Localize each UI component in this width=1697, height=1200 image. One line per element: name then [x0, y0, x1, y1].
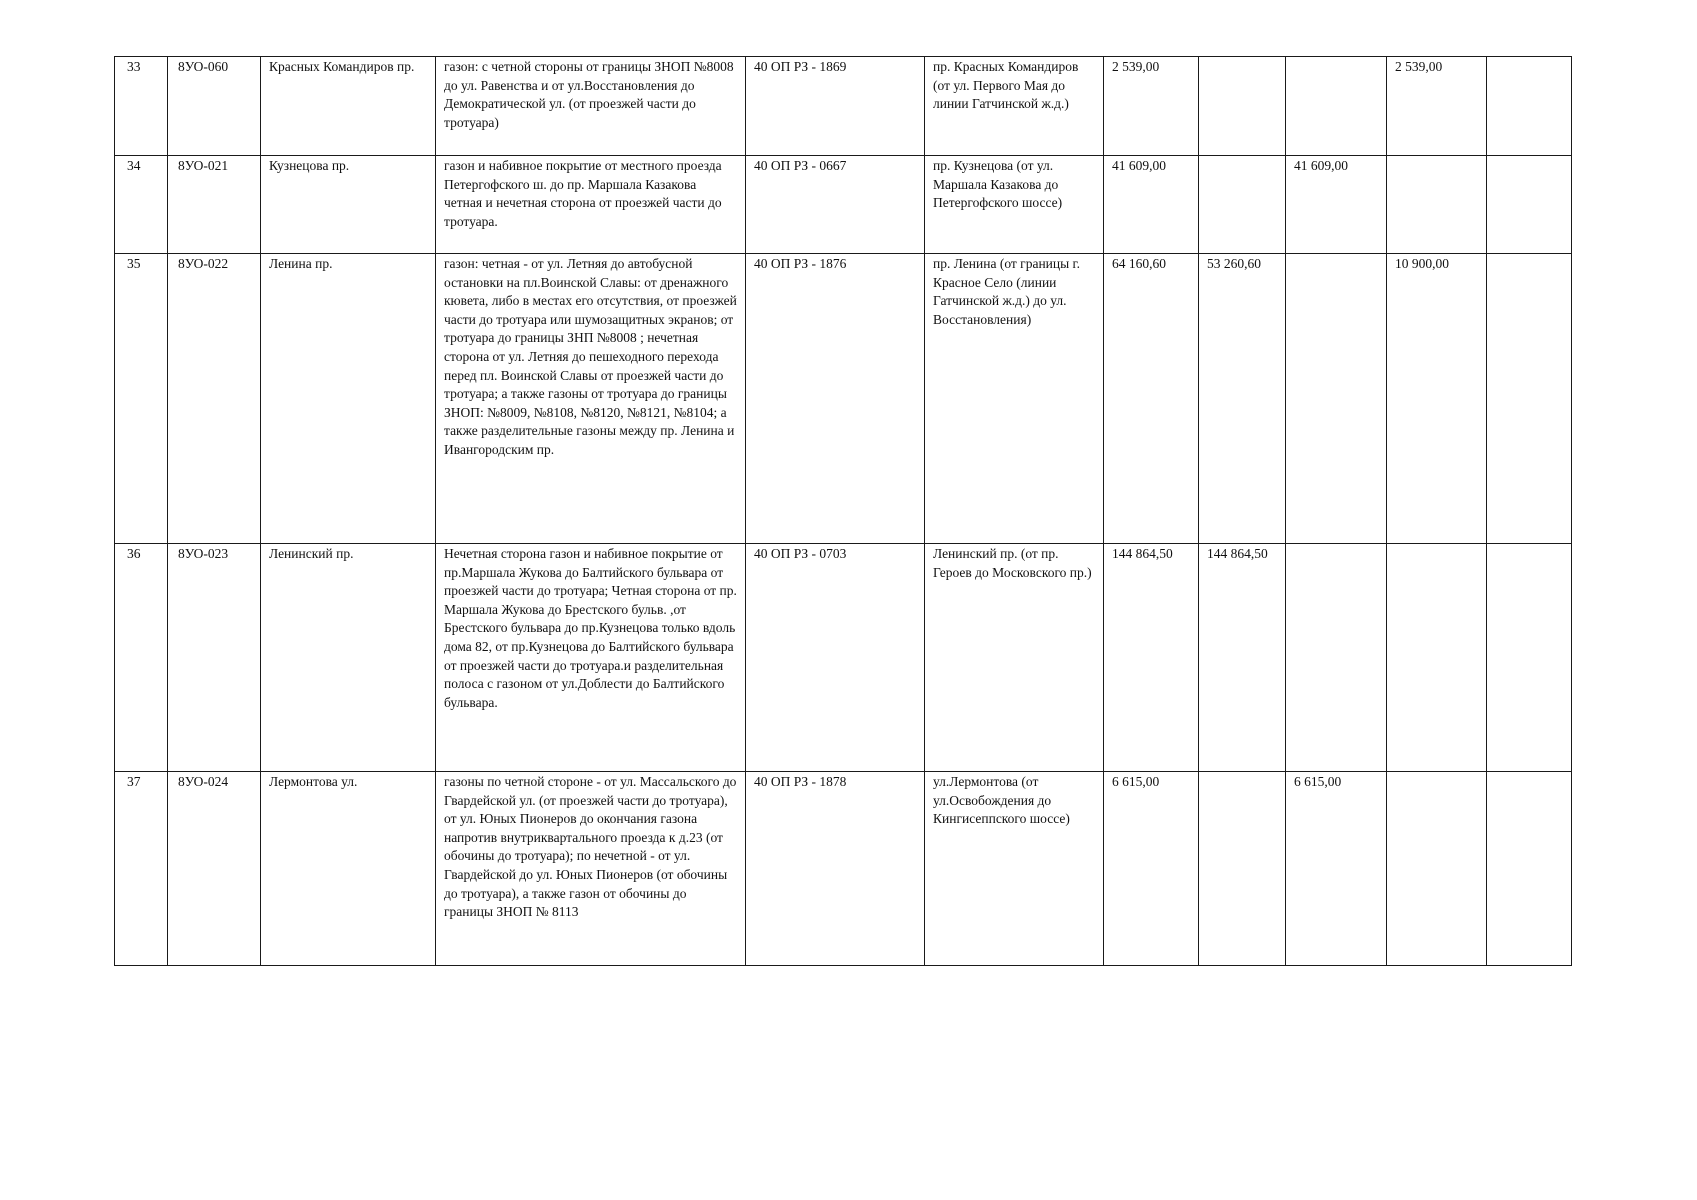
area-col-8: [1199, 156, 1286, 254]
row-number: 36: [115, 544, 168, 772]
road-name: пр. Кузнецова (от ул. Маршала Казакова до Петергофского шоссе): [925, 156, 1104, 254]
area-col-10: [1387, 772, 1487, 966]
road-id: 40 ОП РЗ - 1869: [746, 57, 925, 156]
area-col-8: [1199, 57, 1286, 156]
area-col-8: 53 260,60: [1199, 254, 1286, 544]
area-col-10: [1387, 156, 1487, 254]
area-col-11: [1487, 772, 1572, 966]
total-area: 144 864,50: [1104, 544, 1199, 772]
road-id: 40 ОП РЗ - 0703: [746, 544, 925, 772]
area-col-9: [1286, 544, 1387, 772]
street-name: Лермонтова ул.: [261, 772, 436, 966]
area-col-9: [1286, 57, 1387, 156]
table-row: [115, 254, 1572, 544]
object-code: 8УО-060: [168, 57, 261, 156]
street-name: Ленина пр.: [261, 254, 436, 544]
area-col-10: 2 539,00: [1387, 57, 1487, 156]
road-id: 40 ОП РЗ - 1876: [746, 254, 925, 544]
object-code: 8УО-023: [168, 544, 261, 772]
area-description: газон и набивное покрытие от местного проезда Петергофского ш. до пр. Маршала Казакова четная и нечетная сторона от проезжей части до тротуара.: [436, 156, 746, 254]
roads-table: [114, 56, 1572, 966]
area-col-11: [1487, 57, 1572, 156]
area-col-10: 10 900,00: [1387, 254, 1487, 544]
row-number: 37: [115, 772, 168, 966]
total-area: 2 539,00: [1104, 57, 1199, 156]
area-description: газон: с четной стороны от границы ЗНОП №8008 до ул. Равенства и от ул.Восстановления до Демократической ул. (от проезжей части до тротуара): [436, 57, 746, 156]
street-name: Ленинский пр.: [261, 544, 436, 772]
road-id: 40 ОП РЗ - 0667: [746, 156, 925, 254]
road-name: пр. Ленина (от границы г. Красное Село (линии Гатчинской ж.д.) до ул. Восстановления): [925, 254, 1104, 544]
area-col-11: [1487, 544, 1572, 772]
table-row: [115, 772, 1572, 966]
area-col-9: [1286, 254, 1387, 544]
street-name: Кузнецова пр.: [261, 156, 436, 254]
road-name: Ленинский пр. (от пр. Героев до Московского пр.): [925, 544, 1104, 772]
area-col-8: [1199, 772, 1286, 966]
area-description: газон: четная - от ул. Летняя до автобусной остановки на пл.Воинской Славы: от дренажного кювета, либо в местах его отсутствия, от проезжей части до тротуара или шумозащитных экранов; от тротуара до границы ЗНП №8008 ; нечетная сторона от ул. Летняя до пешеходного перехода перед пл. Воинской Славы от проезжей части до тротуара; а также газоны от тротуара до границы ЗНОП: №8009, №8108, №8120, №8121, №8104; а также разделительные газоны между пр. Ленина и Ивангородским пр.: [436, 254, 746, 544]
area-col-9: 6 615,00: [1286, 772, 1387, 966]
area-col-10: [1387, 544, 1487, 772]
area-description: Нечетная сторона газон и набивное покрытие от пр.Маршала Жукова до Балтийского бульвара от проезжей части до тротуара; Четная сторона от пр. Маршала Жукова до Брестского бульв. ,от Брестского бульвара до пр.Кузнецова только вдоль дома 82, от пр.Кузнецова до Балтийского бульвара от проезжей части до тротуара.и разделительная полоса с газоном от ул.Доблести до Балтийского бульвара.: [436, 544, 746, 772]
road-name: ул.Лермонтова (от ул.Освобождения до Кингисеппского шоссе): [925, 772, 1104, 966]
table-row: [115, 544, 1572, 772]
road-name: пр. Красных Командиров (от ул. Первого Мая до линии Гатчинской ж.д.): [925, 57, 1104, 156]
object-code: 8УО-021: [168, 156, 261, 254]
table-row: [115, 57, 1572, 156]
area-description: газоны по четной стороне - от ул. Массальского до Гвардейской ул. (от проезжей части до тротуара), от ул. Юных Пионеров до окончания газона напротив внутриквартального проезда к д.23 (от обочины до тротуара); по нечетной - от ул. Гвардейской до ул. Юных Пионеров (от обочины до тротуара), а также газон от обочины до границы ЗНОП № 8113: [436, 772, 746, 966]
table-row: [115, 156, 1572, 254]
road-id: 40 ОП РЗ - 1878: [746, 772, 925, 966]
row-number: 35: [115, 254, 168, 544]
area-col-8: 144 864,50: [1199, 544, 1286, 772]
object-code: 8УО-024: [168, 772, 261, 966]
total-area: 6 615,00: [1104, 772, 1199, 966]
object-code: 8УО-022: [168, 254, 261, 544]
row-number: 33: [115, 57, 168, 156]
total-area: 41 609,00: [1104, 156, 1199, 254]
area-col-11: [1487, 254, 1572, 544]
total-area: 64 160,60: [1104, 254, 1199, 544]
area-col-11: [1487, 156, 1572, 254]
area-col-9: 41 609,00: [1286, 156, 1387, 254]
street-name: Красных Командиров пр.: [261, 57, 436, 156]
row-number: 34: [115, 156, 168, 254]
